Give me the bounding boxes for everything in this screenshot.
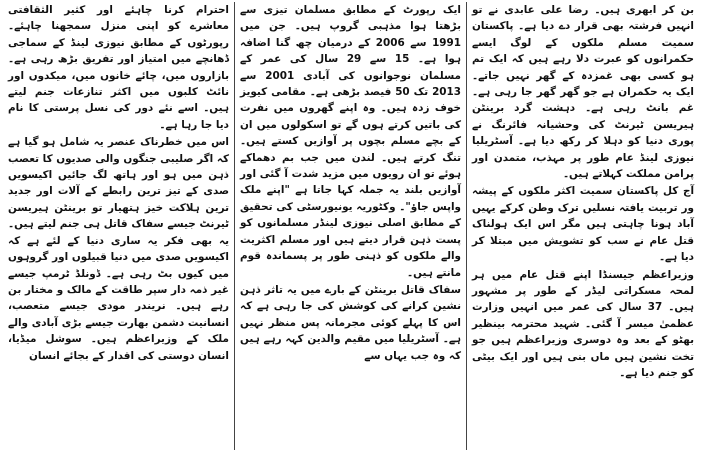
paragraph: احترام کرنا چاہئے اور کثیر الثقافتی معاشرے کو اپنی منزل سمجھنا چاہئے۔ رپورٹوں کے مطابق نیوزی لینڈ کے سماجی ڈھانچے میں امتیاز اور تفریق بڑھ رہی ہے۔ بازاروں میں، چائے خانوں میں، میکدوں اور نائٹ کلبوں میں اکثر تنازعات جنم لیتے ہیں۔ اسے نئے دور کی نسل پرستی کا نام دیا جا رہا ہے۔	[8, 4, 229, 131]
text-column-middle	[235, 2, 467, 450]
paragraph: اس میں خطرناک عنصر یہ شامل ہو گیا ہے کہ اگر صلیبی جنگوں والی صدیوں کا تعصب ذہن میں ہو اور ہاتھ لگ جائیں اکیسویں صدی کے تیز ترین رابطے کے آلات اور جدید ترین ہلاکت خیز ہتھیار تو برینٹن ہیریسن ٹیرنٹ جیسے سفاک قاتل ہی جنم لیتے ہیں۔ یہ بھی فکر یہ ساری دنیا کے لئے ہے کہ اکیسویں صدی میں دنیا قبیلوں اور گروہوں میں کیوں بٹ رہی ہے۔ ڈونلڈ ٹرمپ جیسے غیر ذمہ دار سپر طاقت کے مالک و مختار بن رہے ہیں۔ نریندر مودی جیسے متعصب، انسانیت دشمن بھارت جیسے بڑی آبادی والے ملک کے وزیراعظم ہیں۔ سوشل میڈیا، انسان دوستی کی اقدار کے بجائے انسان	[8, 136, 229, 362]
paragraph: سفاک قاتل برینٹن کے بارے میں یہ تاثر ذہن نشین کرانے کی کوشش کی جا رہی ہے کہ اس کا پہلے کوئی مجرمانہ پس منظر نہیں ہے۔ آسٹریلیا میں مقیم والدین کہہ رہے ہیں کہ وہ جب یہاں سے	[240, 283, 461, 362]
paragraph: بن کر ابھری ہیں۔ رضا علی عابدی نے تو انہیں فرشتہ بھی قرار دے دیا ہے۔ پاکستان سمیت مسلم ملکوں کے لوگ ایسے حکمرانوں کو عبرت دلا رہے ہیں کہ ایک تم ہو کسی بھی غمزدہ کے گھر نہیں جاتے۔ ایک یہ حکمران ہے جو گھر گھر جا رہی ہے۔ غم بانٹ رہی ہے۔ دہشت گرد برینٹن ہیریسن ٹیرنٹ کی وحشیانہ فائرنگ نے پوری دنیا کو دہلا کر رکھ دیا ہے۔ آسٹریلیا نیوزی لینڈ عام طور پر مہذب، متمدن اور پرامن مملکت کہلاتے ہیں۔	[472, 4, 694, 181]
text-column-right	[467, 2, 699, 450]
text-column-left	[3, 2, 235, 450]
paragraph: آج کل پاکستان سمیت اکثر ملکوں کے پیشہ ور تربیت یافتہ نسلیں ترک وطن کرکے یہیں آباد ہونا چاہتی ہیں مگر اس ایک ہولناک قتل عام نے سب کو تشویش میں مبتلا کر دیا ہے۔	[472, 185, 694, 264]
paragraph: وزیراعظم جیسنڈا اپنے قتل عام میں ہر لمحہ مسکراتی لیڈر کے طور پر مشہور ہیں۔ 37 سال کی عمر میں انہیں وزارت عظمیٰ میسر آ گئی۔ شہید محترمہ بینظیر بھٹو کے بعد وہ دوسری وزیراعظم ہیں جو تخت نشین ہیں ماں بنی ہیں اور ایک بیٹی کو جنم دیا ہے۔	[472, 268, 694, 379]
paragraph: ایک رپورٹ کے مطابق مسلمان تیزی سے بڑھتا ہوا مذہبی گروپ ہیں۔ جن میں 1991 سے 2006 کے درمیان چھ گنا اضافہ ہوا ہے۔ 15 سے 29 سال کی عمر کے مسلمان نوجوانوں کی آبادی 2001 سے 2013 تک 50 فیصد بڑھی ہے۔ مقامی کیویز خوف زدہ ہیں۔ وہ اپنے گھروں میں نفرت کی باتیں کرتے ہوں گے تو اسکولوں میں ان کے بچے مسلم بچوں پر آوازیں کستے ہیں۔ تنگ کرتے ہیں۔ لندن میں جب بم دھماکے ہوئے تو ان رویوں میں مزید شدت آ گئی اور آوازیں بلند یہ جملہ کہا جاتا ہے "اپنے ملک واپس جاؤ"۔ وکٹوریہ یونیورسٹی کی تحقیق کے مطابق اصلی نیوزی لینڈر مسلمانوں کو پست ذہن قرار دیتے ہیں اور مسلم اکثریت والے ملکوں کو ذہنی طور پر پسماندہ قوم مانتے ہیں۔	[240, 4, 461, 279]
